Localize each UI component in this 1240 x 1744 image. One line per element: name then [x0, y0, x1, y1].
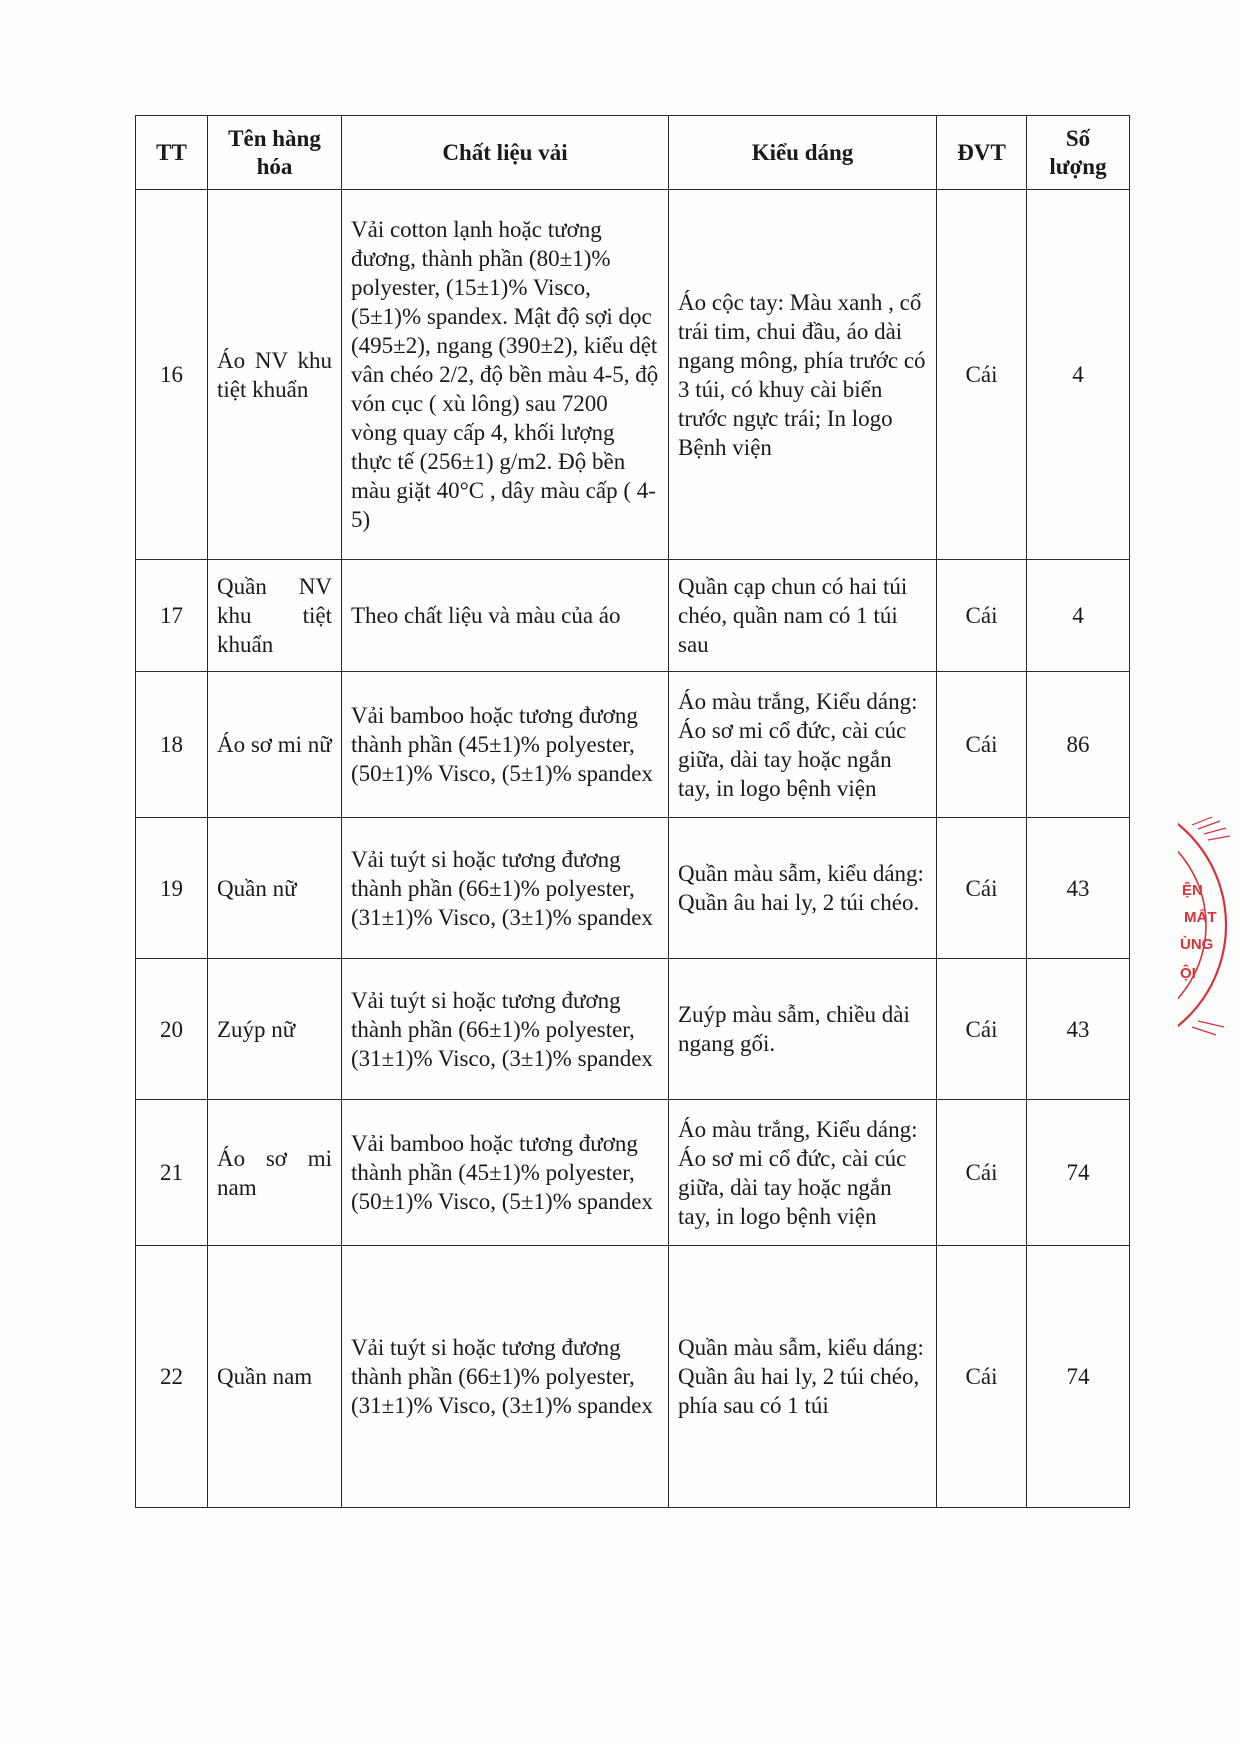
- cell-name: Áo sơ mi nữ: [208, 672, 342, 818]
- cell-style: Áo màu trắng, Kiểu dáng: Áo sơ mi cổ đức, cài cúc giữa, dài tay hoặc ngắn tay, in logo bệnh viện: [669, 672, 937, 818]
- cell-qty: 74: [1027, 1246, 1130, 1508]
- header-name: Tên hàng hóa: [208, 116, 342, 190]
- seal-rings: [1178, 815, 1226, 1045]
- cell-material: Vải bamboo hoặc tương đương thành phần (45±1)% polyester, (50±1)% Visco, (5±1)% spandex: [342, 672, 669, 818]
- header-material: Chất liệu vải: [342, 116, 669, 190]
- cell-unit: Cái: [937, 1246, 1027, 1508]
- seal-hatch-line: [1192, 817, 1212, 825]
- goods-table: [135, 115, 1130, 1508]
- header-unit: ĐVT: [937, 116, 1027, 190]
- table-row: [136, 959, 1130, 1100]
- cell-qty: 4: [1027, 190, 1130, 560]
- seal-hatch-line: [1198, 1021, 1224, 1027]
- seal-hatching: [1192, 817, 1230, 1035]
- cell-tt: 20: [136, 959, 208, 1100]
- seal-text-line: ÙNG: [1180, 936, 1214, 953]
- cell-tt: 16: [136, 190, 208, 560]
- cell-material: Theo chất liệu và màu của áo: [342, 560, 669, 672]
- cell-name: Quần nữ: [208, 818, 342, 959]
- seal-hatch-line: [1192, 1027, 1216, 1035]
- header-tt: TT: [136, 116, 208, 190]
- cell-qty: 43: [1027, 959, 1130, 1100]
- seal-outer-ring: [1178, 815, 1226, 1045]
- seal-hatch-line: [1204, 828, 1226, 834]
- cell-tt: 18: [136, 672, 208, 818]
- header-qty: Số lượng: [1027, 116, 1130, 190]
- cell-name: Quần NV khu tiệt khuẩn: [208, 560, 342, 672]
- header-style: Kiểu dáng: [669, 116, 937, 190]
- cell-name: Zuýp nữ: [208, 959, 342, 1100]
- cell-style: Áo cộc tay: Màu xanh , cổ trái tim, chui đầu, áo dài ngang mông, phía trước có 3 túi, có khuy cài biển trước ngực trái; In logo Bệnh viện: [669, 190, 937, 560]
- cell-material: Vải bamboo hoặc tương đương thành phần (45±1)% polyester, (50±1)% Visco, (5±1)% spandex: [342, 1100, 669, 1246]
- cell-name: Quần nam: [208, 1246, 342, 1508]
- cell-qty: 4: [1027, 560, 1130, 672]
- cell-material: Vải tuýt si hoặc tương đương thành phần (66±1)% polyester, (31±1)% Visco, (3±1)% spandex: [342, 818, 669, 959]
- cell-name: Áo sơ mi nam: [208, 1100, 342, 1246]
- seal-text-line: MẮT: [1184, 909, 1217, 926]
- cell-style: Quần màu sẫm, kiểu dáng: Quần âu hai ly, 2 túi chéo, phía sau có 1 túi: [669, 1246, 937, 1508]
- cell-style: Áo màu trắng, Kiểu dáng: Áo sơ mi cổ đức, cài cúc giữa, dài tay hoặc ngắn tay, in logo bệnh viện: [669, 1100, 937, 1246]
- official-seal: [1178, 815, 1240, 1045]
- table-row: [136, 1246, 1130, 1508]
- seal-text-line: ỆN: [1182, 882, 1203, 899]
- seal-text-line: ỘI: [1180, 965, 1196, 982]
- cell-name: Áo NV khu tiệt khuẩn: [208, 190, 342, 560]
- cell-tt: 19: [136, 818, 208, 959]
- cell-style: Quần màu sẫm, kiểu dáng: Quần âu hai ly, 2 túi chéo.: [669, 818, 937, 959]
- cell-unit: Cái: [937, 1100, 1027, 1246]
- table-row: [136, 560, 1130, 672]
- cell-unit: Cái: [937, 818, 1027, 959]
- table-row: [136, 818, 1130, 959]
- table-row: [136, 672, 1130, 818]
- cell-material: Vải tuýt si hoặc tương đương thành phần (66±1)% polyester, (31±1)% Visco, (3±1)% spandex: [342, 1246, 669, 1508]
- cell-unit: Cái: [937, 190, 1027, 560]
- cell-tt: 17: [136, 560, 208, 672]
- seal-graphic: [1178, 815, 1240, 1045]
- cell-unit: Cái: [937, 560, 1027, 672]
- cell-unit: Cái: [937, 959, 1027, 1100]
- cell-qty: 43: [1027, 818, 1130, 959]
- table-row: [136, 1100, 1130, 1246]
- cell-material: Vải tuýt si hoặc tương đương thành phần (66±1)% polyester, (31±1)% Visco, (3±1)% spandex: [342, 959, 669, 1100]
- cell-tt: 21: [136, 1100, 208, 1246]
- cell-qty: 74: [1027, 1100, 1130, 1246]
- table-header-row: [136, 116, 1130, 190]
- seal-hatch-line: [1198, 821, 1220, 829]
- cell-unit: Cái: [937, 672, 1027, 818]
- cell-style: Quần cạp chun có hai túi chéo, quần nam có 1 túi sau: [669, 560, 937, 672]
- cell-material: Vải cotton lạnh hoặc tương đương, thành phần (80±1)% polyester, (15±1)% Visco, (5±1)% spandex. Mật độ sợi dọc (495±2), ngang (390±2), kiểu dệt vân chéo 2/2, độ bền màu 4-5, độ vón cục ( xù lông) sau 7200 vòng quay cấp 4, khối lượng thực tế (256±1) g/m2. Độ bền màu giặt 40°C , dây màu cấp ( 4-5): [342, 190, 669, 560]
- cell-style: Zuýp màu sẫm, chiều dài ngang gối.: [669, 959, 937, 1100]
- cell-qty: 86: [1027, 672, 1130, 818]
- cell-tt: 22: [136, 1246, 208, 1508]
- seal-hatch-line: [1208, 836, 1230, 840]
- table-row: [136, 190, 1130, 560]
